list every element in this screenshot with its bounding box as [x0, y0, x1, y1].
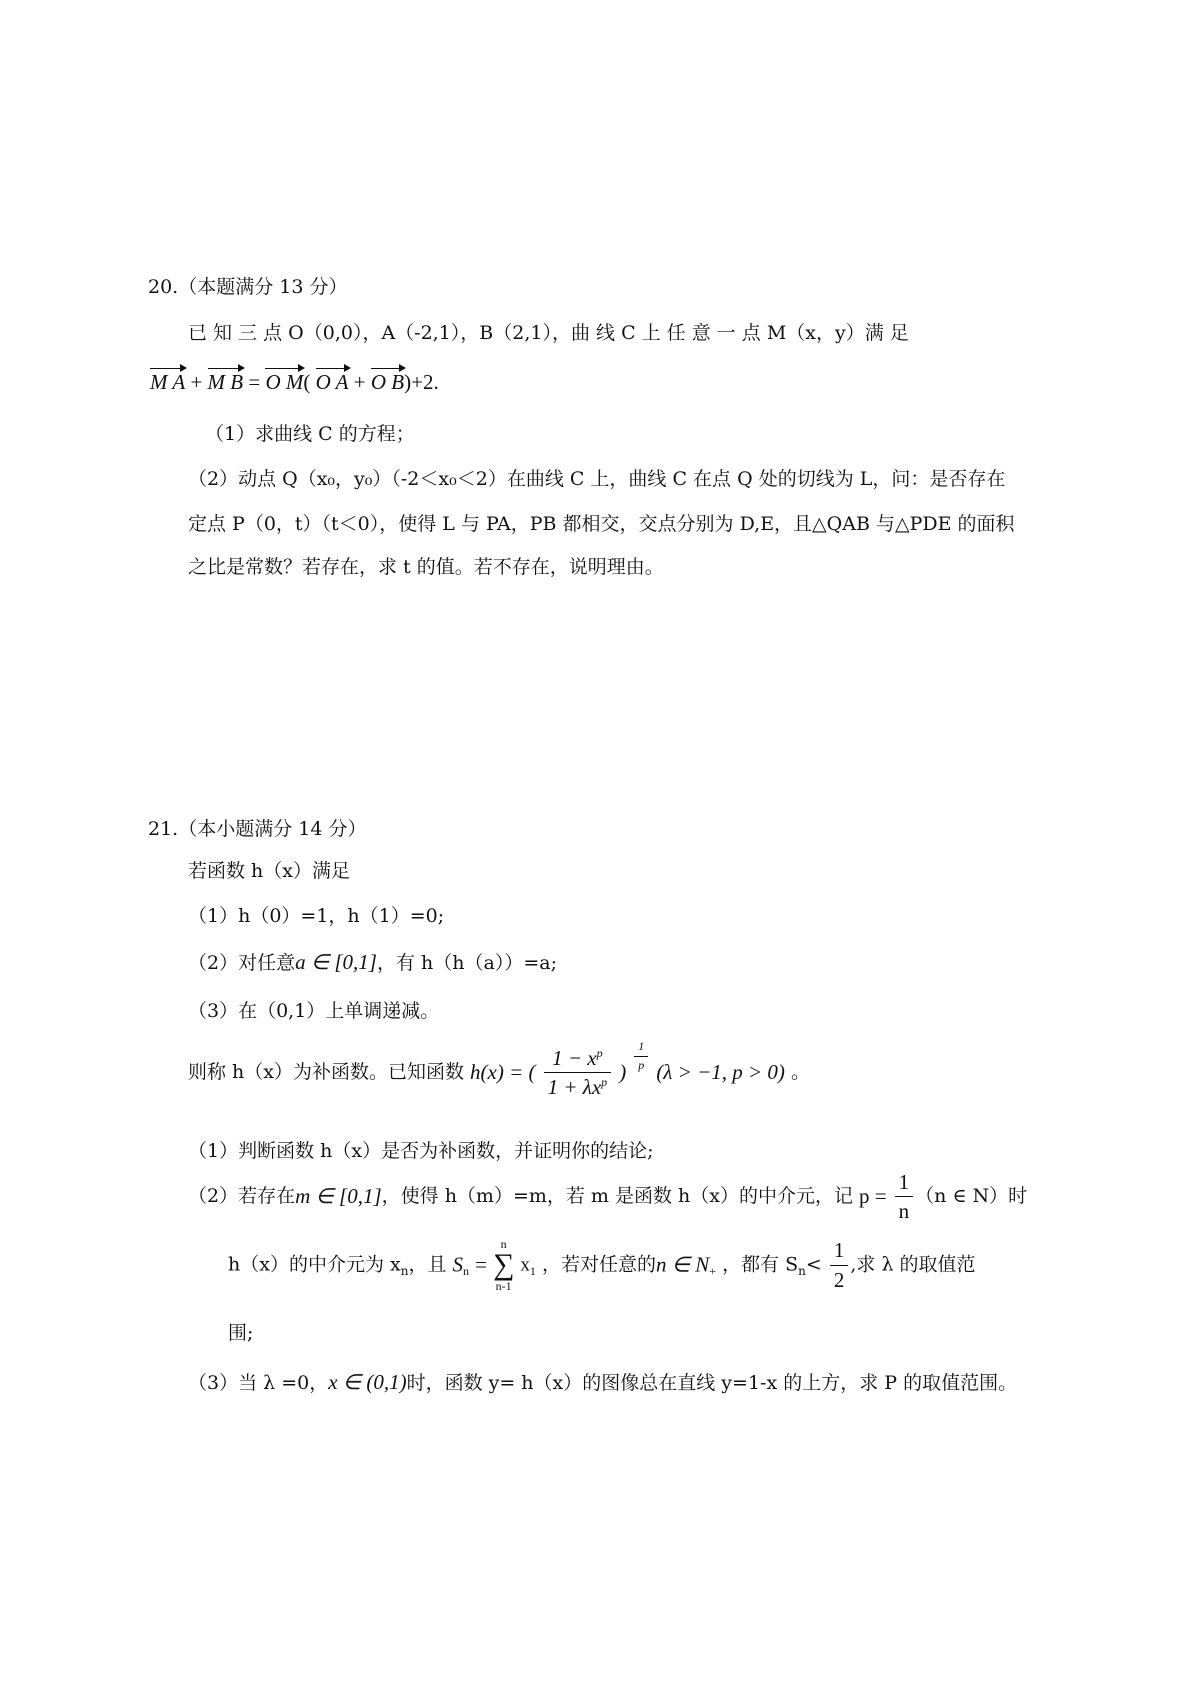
vector-ma: M A	[150, 370, 186, 394]
q21-sub1: （1）判断函数 h（x）是否为补函数，并证明你的结论;	[188, 1140, 654, 1162]
q20-part2-line1: （2）动点 Q（x₀，y₀）（-2＜x₀＜2）在曲线 C 上，曲线 C 在点 Q 处的切线为 L，问：是否存在	[188, 468, 1006, 490]
q20-header: 20.（本题满分 13 分）	[148, 276, 348, 298]
q21-intro: 若函数 h（x）满足	[188, 860, 350, 882]
a-in-interval: a ∈ [0,1]	[295, 950, 377, 974]
q21-sub3: （3）当 λ =0，x ∈ (0,1)时，函数 y= h（x）的图像总在直线 y=1-x 的上方，求 P 的取值范围。	[188, 1370, 1018, 1394]
summation: n ∑ n-1	[492, 1237, 515, 1293]
q20-part1: （1）求曲线 C 的方程；	[205, 423, 415, 445]
vector-mb: M B	[207, 370, 244, 394]
q20-part2-line2: 定点 P（0，t）（t＜0），使得 L 与 PA，PB 都相交，交点分别为 D,E，且△QAB 与△PDE 的面积	[188, 513, 1015, 535]
q20-part2-line3: 之比是常数？若存在，求 t 的值。若不存在，说明理由。	[188, 556, 664, 578]
q21-sub2-line1: （2）若存在m ∈ [0,1]，使得 h（m）=m，若 m 是函数 h（x）的中介元，记 p = $\frac{1}{n}$ （n ∈ N）时	[188, 1170, 1028, 1224]
one-over-n: $\frac{1}{n}$	[895, 1170, 914, 1223]
one-half: $\frac{1}{2}$	[830, 1238, 849, 1291]
q21-condition1: （1）h（0）=1，h（1）=0;	[188, 905, 445, 927]
h-fraction: $\frac{1 - x^p}{1 + \lambda x^p}$	[544, 1046, 612, 1099]
q21-sub2-line2: h（x）的中介元为 $x_n$，且 $S_n$ = n ∑ n-1 $x_1$ ，若对任意的n ∈ $N_+$ ，都有 $S_n<$ $\frac{1}{2}$ ,求 λ 的取值范	[228, 1237, 976, 1293]
vector-om: O M	[265, 370, 304, 394]
q21-condition3: （3）在（0,1）上单调递减。	[188, 1000, 440, 1022]
q21-sub2-line3: 围;	[228, 1322, 254, 1344]
q21-header: 21.（本小题满分 14 分）	[148, 818, 367, 840]
q21-condition2: （2）对任意a ∈ [0,1]，有 h（h（a））=a;	[188, 950, 557, 974]
q20-intro: 已 知 三 点 O（0,0），A（-2,1），B（2,1），曲 线 C 上 任 意 一 点 M（x，y）满 足	[188, 322, 909, 344]
vector-ob: O B	[370, 370, 405, 394]
vector-oa: O A	[315, 370, 349, 394]
q21-definition: 则称 h（x）为补函数。已知函数 h(x) = ( $\frac{1 - x^p}{1 + \lambda x^p}$ ) $\frac{1}{p}$ (λ > −1, p > 0) 。	[188, 1039, 810, 1100]
exponent-fraction: $\frac{1}{p}$	[634, 1040, 648, 1073]
q20-vector-equation: M A + M B = O M( O A + O B)+2.	[150, 370, 439, 394]
